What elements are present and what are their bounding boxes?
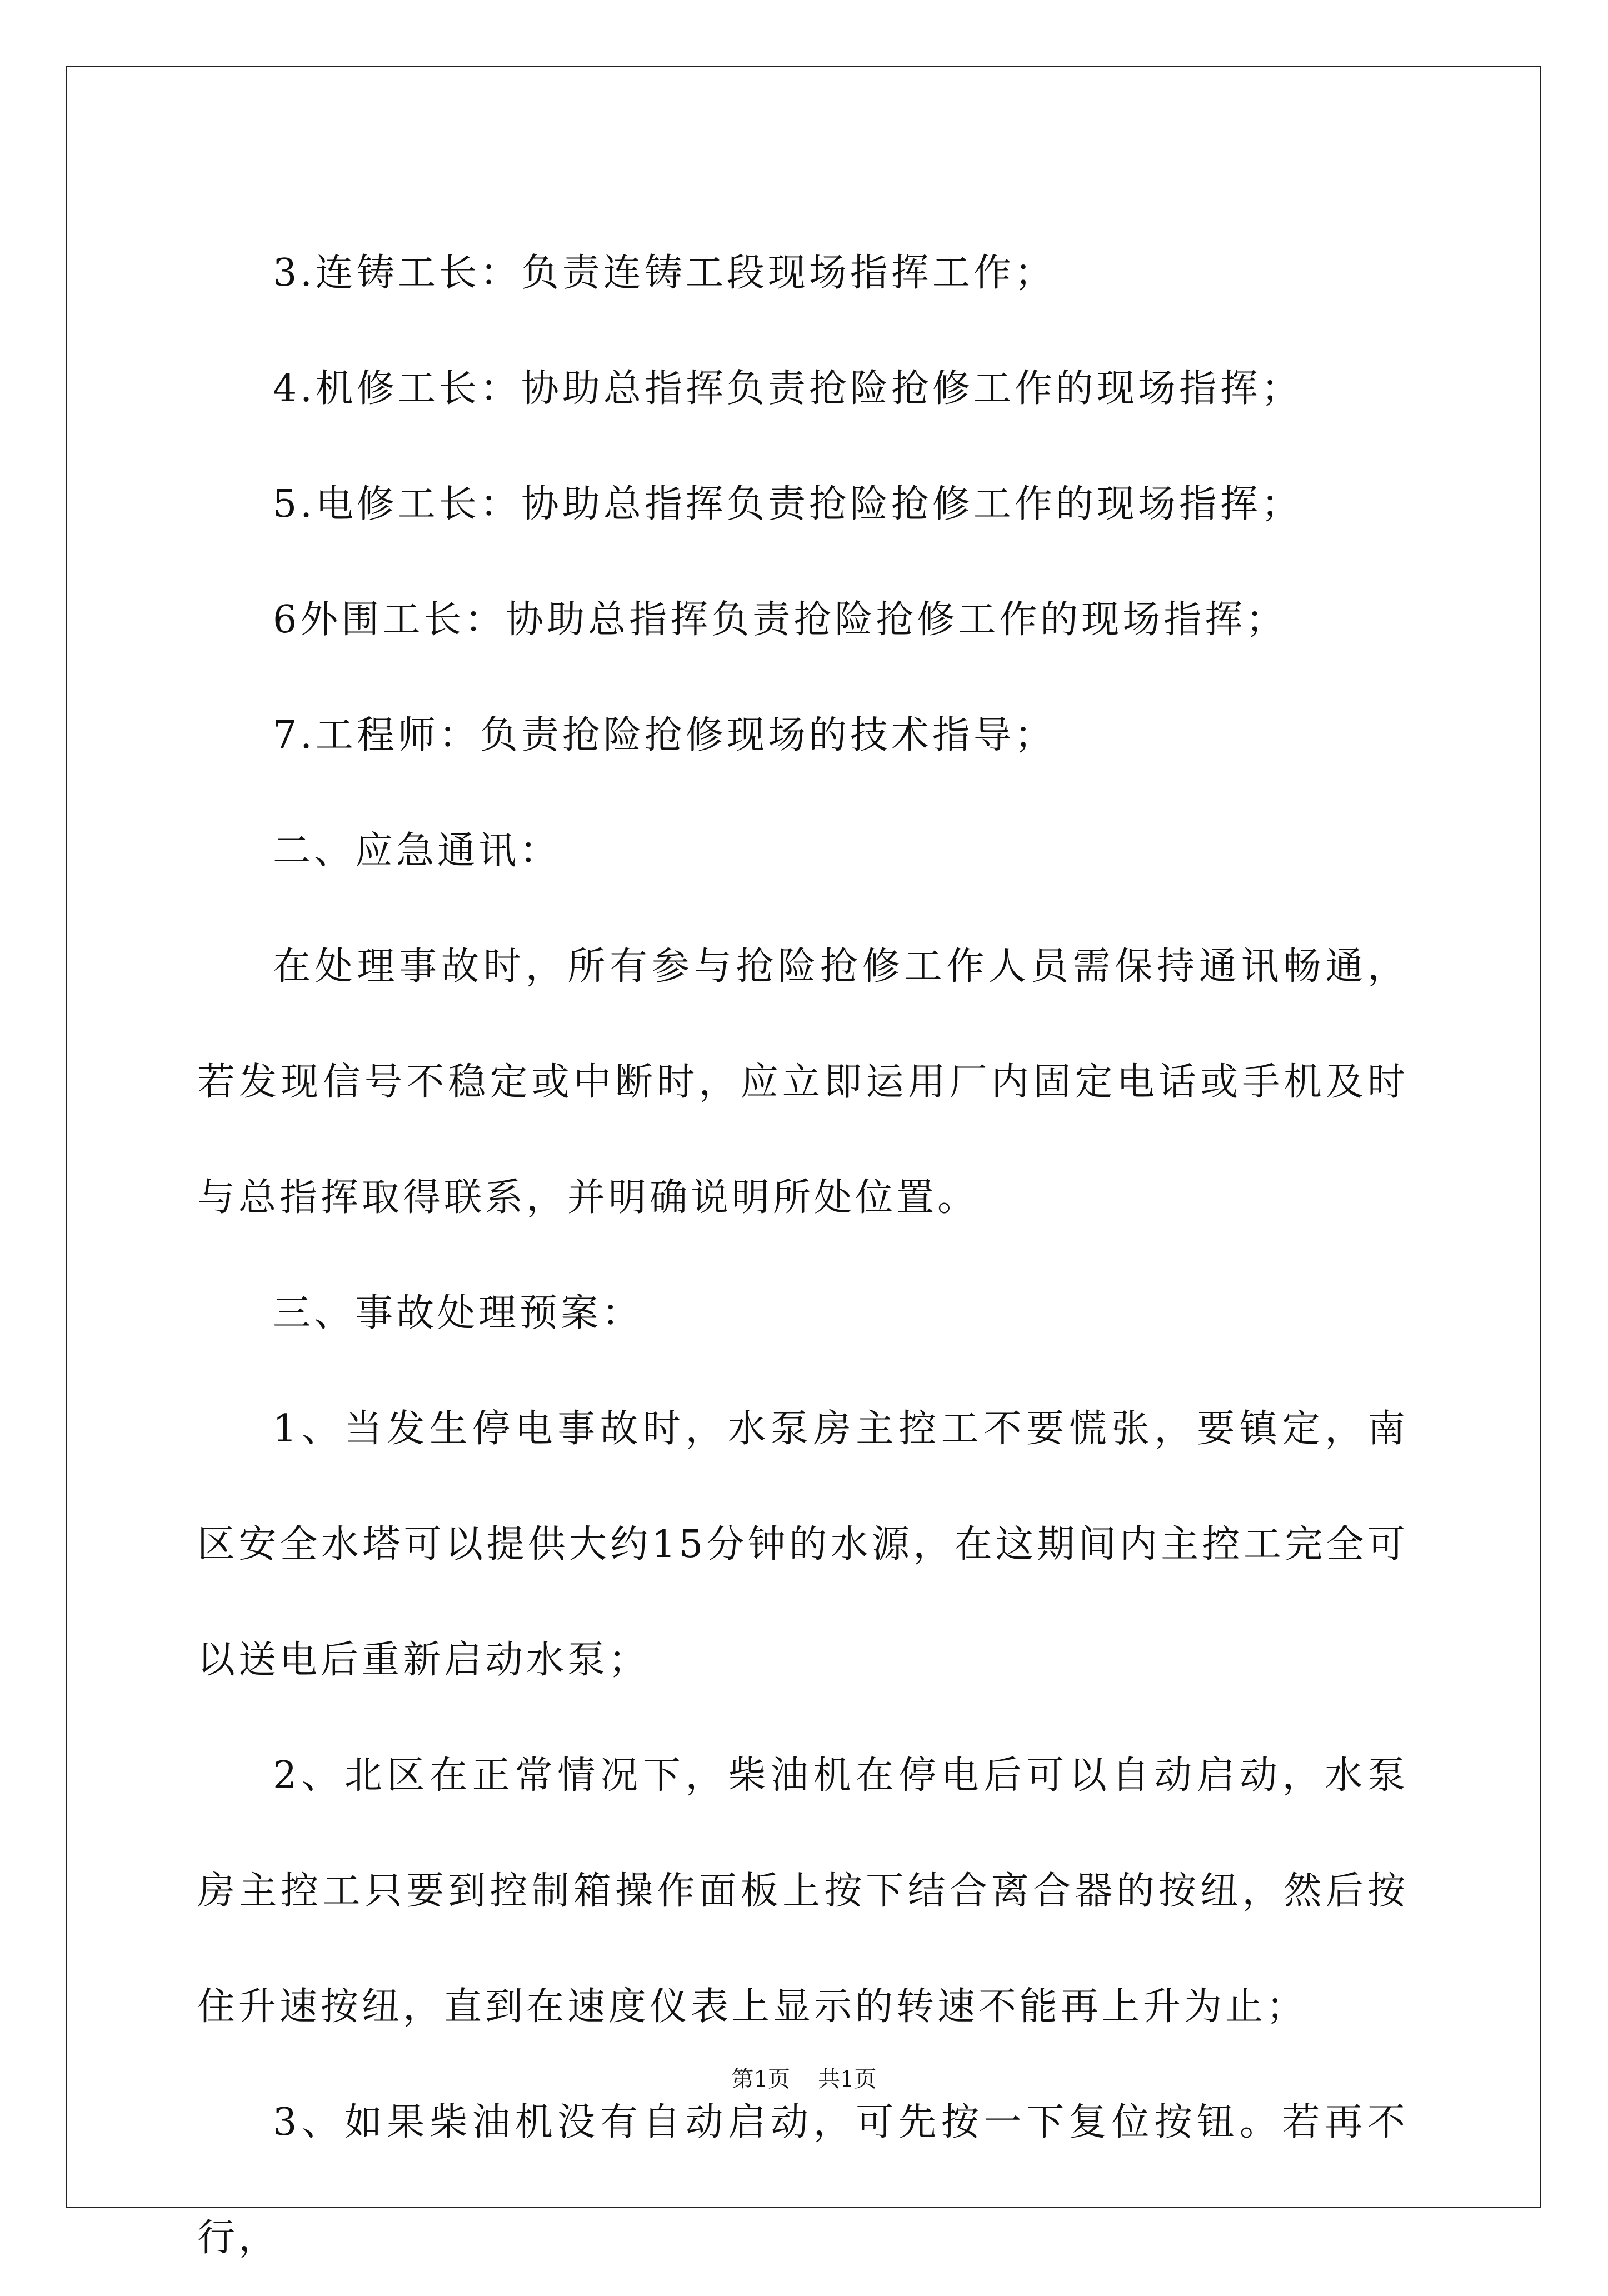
paragraph-5: 7.工程师：负责抢险抢修现场的技术指导； <box>273 713 1056 757</box>
paragraph-communication: 在处理事故时，所有参与抢险抢修工作人员需保持通讯畅通，若发现信号不稳定或中断时，应立即运用厂内固定电话或手机及时与总指挥取得联系，并明确说明所处位置。 <box>197 945 1409 1220</box>
page-footer <box>0 2062 1608 2093</box>
section-heading-communication: 二、应急通讯： <box>273 829 561 873</box>
paragraph-2: 4.机修工长：协助总指挥负责抢险抢修工作的现场指挥； <box>273 367 1302 411</box>
page-total: 共1页 <box>818 2067 877 2092</box>
paragraph-4: 6外围工长：协助总指挥负责抢险抢修工作的现场指挥； <box>273 598 1287 642</box>
document-body <box>197 216 1409 2296</box>
paragraph-3: 5.电修工长：协助总指挥负责抢险抢修工作的现场指挥； <box>273 482 1302 526</box>
page-number: 第1页 <box>731 2067 790 2092</box>
paragraph-plan-1: 1、当发生停电事故时，水泵房主控工不要慌张，要镇定，南区安全水塔可以提供大约15分钟的水源，在这期间内主控工完全可以送电后重新启动水泵； <box>197 1407 1409 1682</box>
paragraph-plan-3: 3、如果柴油机没有自动启动，可先按一下复位按钮。若再不行， <box>197 2100 1409 2260</box>
paragraph-plan-2: 2、北区在正常情况下，柴油机在停电后可以自动启动，水泵房主控工只要到控制箱操作面板上按下结合离合器的按纽，然后按住升速按纽，直到在速度仪表上显示的转速不能再上升为止； <box>197 1754 1409 2029</box>
section-heading-accident-plan: 三、事故处理预案： <box>273 1291 643 1335</box>
paragraph-1: 3.连铸工长：负责连铸工段现场指挥工作； <box>273 251 1056 295</box>
